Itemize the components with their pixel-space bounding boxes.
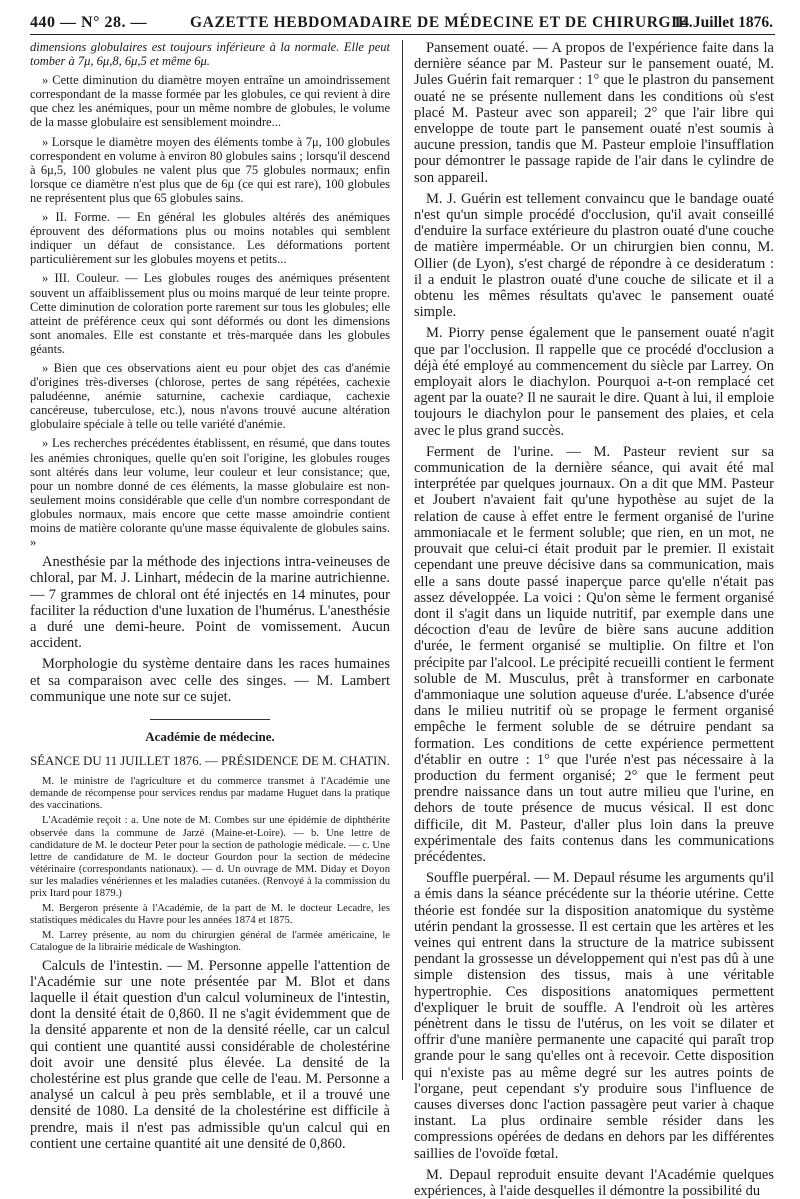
paragraph: M. le ministre de l'agriculture et du commerce transmet à l'Académie une demande de récompense pour services rendus par madame Huguet dans la pratique des vaccinations.: [30, 776, 390, 812]
journal-title: GAZETTE HEBDOMADAIRE DE MÉDECINE ET DE CHIRURGIE.: [190, 14, 694, 31]
paragraph-souffle: Souffle puerpéral. — M. Depaul résume les arguments qu'il a émis dans la séance précédente sur la théorie utérine. Cette théorie est fondée sur la disposition anatomique du système utérin pendant la grossesse. Il est certain que les artères et les veines qui entrent dans la structure de la matrice subissent pendant la grossesse un développement qui n'est pas dû à une simple distension des tissus, mais à une véritable hypertrophie. Ces dispositions anatomiques permettent d'expliquer le bruit de souffle. A l'endroit où les artères pénètrent dans le tissu de l'utérus, on les voit se dilater et offrir d'une manière permanente une capacité qui paraît trop grande pour le sang qu'elles ont à recevoir. Cette disposition qui n'existe pas au même degré sur les autres points de l'organe, peut cependant s'y produire sous l'influence de causes diverses donc l'action passagère peut varier à chaque instant. La plus ordinaire semble résider dans les compressions opérées de dedans en dehors par les différentes saillies de l'ovoïde fœtal.: [414, 870, 774, 1162]
paragraph-morphologie: Morphologie du système dentaire dans les races humaines et sa comparaison avec celle des singes. — M. Lambert communique une note sur ce sujet.: [30, 656, 390, 705]
paragraph: dimensions globulaires est toujours inférieure à la normale. Elle peut tomber à 7μ, 6μ,8, 6μ,5 et même 6μ.: [30, 40, 390, 69]
paragraph-calculs: Calculs de l'intestin. — M. Personne appelle l'attention de l'Académie sur une note présentée par M. Blot et dans laquelle il était question d'un calcul volumineux de l'intestin, dont la densité était de 0,860. Il ne s'agit évidemment que de la densité apparente et non de la densité réelle, car un calcul qui contient une quantité aussi considérable de cholestérine doit avoir une densité plus élevée. La densité de la cholestérine est plus grande que celle de l'eau. M. Personne a analysé un calcul à peu près semblable, et il a trouvé une densité de 1080. La densité de la cholestérine est difficile à prendre, mais il n'est pas admissible qu'un calcul qui en contient une certaine quantité ait une densité de 0,860.: [30, 957, 390, 1152]
paragraph: M. Piorry pense également que le pansement ouaté n'agit que par l'occlusion. Il rappelle que ce procédé d'occlusion a déjà été employé au commencement du siècle par Larrey. On employait alors le diachylon. Pourquoi a-t-on remplacé cet agent par la ouate? Il ne saurait le dire. Quant à lui, il emploie toujours le diachylon pour le pansement des plaies, et cela avec le plus grand succès.: [414, 325, 774, 439]
paragraph: L'Académie reçoit : a. Une note de M. Combes sur une épidémie de diphthérite observée dans la commune de Jarzé (Maine-et-Loire). — b. Une lettre de candidature de M. le docteur Peter pour la section de pathologie médicale. — c. Une lettre de candidature de M. le docteur Gourdon pour la section de médecine vétérinaire (correspondants nationaux). — d. Un ouvrage de MM. Diday et Doyon sur les maladies vénériennes et les maladies cutanées. (Renvoyé à la commission du prix Itard pour 1879.): [30, 815, 390, 900]
page-number: 440 — N° 28. —: [30, 14, 147, 31]
paragraph: » II. Forme. — En général les globules altérés des anémiques éprouvent des déformations plus ou moins notables qui semblent indiquer un défaut de consistance. Les déformations portent particulièrement sur les globules moyens et petits...: [30, 210, 390, 267]
paragraph: M. Bergeron présente à l'Académie, de la part de M. le docteur Lecadre, les statistiques médicales du Havre pour les années 1874 et 1875.: [30, 903, 390, 927]
section-divider: [150, 719, 270, 720]
paragraph: » Bien que ces observations aient eu pour objet des cas d'anémie d'origines très-diverses (chlorose, pertes de sang répétées, cachexie paludéenne, anémie saturnine, cachexie cardiaque, cachexie cancéreuse, tuberculose, etc.), nous n'avons trouvé aucune altération globulaire spéciale à telle ou telle variété d'anémie.: [30, 360, 390, 432]
paragraph: » Les recherches précédentes établissent, en résumé, que dans toutes les anémies chroniques, quelle qu'en soit l'origine, les globules rouges sont altérés dans leur volume, leur couleur et leur consistance; que, pour un nombre donné de ces éléments, la masse globulaire est non-seulement moins considérable que celle d'un nombre correspondant de globules normaux, mais encore que cette masse amoindrie contient moins de matière colorante qu'une masse équivalente de globules sains. »: [30, 436, 390, 550]
page-header: [30, 8, 775, 35]
right-column: [414, 40, 774, 1199]
paragraph: » Lorsque le diamètre moyen des éléments tombe à 7μ, 100 globules correspondent en volume à environ 80 globules sains ; lorsqu'il descend à 6μ,5, 100 globules ne valent plus que 75 globules normaux; enfin lorsque ce diamètre n'est plus que de 6μ (ce qui est rare), 100 globules ne représentent plus que 65 globules sains.: [30, 134, 390, 205]
correspondence-block: [30, 776, 390, 954]
paragraph: M. J. Guérin est tellement convaincu que le bandage ouaté n'est qu'un simple procédé d'occlusion, qu'il avait conseillé d'enduire la surface extérieure du plastron ouaté d'une couche de matière imperméable. Or un chirurgien bien connu, M. Ollier (de Lyon), s'est chargé de répondre à ce desideratum : il a enduit le plastron ouaté d'une couche de silicate et il a obtenu les mêmes résultats qu'avec le pansement ouaté simple.: [414, 190, 774, 321]
issue-date: 14 Juillet 1876.: [673, 14, 773, 31]
left-column: [30, 40, 390, 1152]
session-heading: SÉANCE DU 11 JUILLET 1876. — PRÉSIDENCE DE M. CHATIN.: [30, 754, 390, 769]
section-title: Académie de médecine.: [145, 729, 275, 745]
paragraph: M. Depaul reproduit ensuite devant l'Académie quelques expériences, à l'aide desquelles il démontre la possibilité du: [414, 1166, 774, 1199]
paragraph-ferment: Ferment de l'urine. — M. Pasteur revient sur sa communication de la dernière séance, qui avait été mal interprétée par quelques journaux. On a dit que MM. Pasteur et Joubert n'avaient fait qu'une hypothèse au sujet de la relation de cause à effet entre le ferment organisé de l'urine ammoniacale et le ferment soluble; que rien, en un mot, ne prouvait que celui-ci était produit par le premier. Il existait cependant une preuve décisive dans sa communication, mais elle a sans doute passé inaperçue parce qu'elle n'était pas assez développée. La voici : Qu'on sème le ferment organisé dont il s'agit dans un liquide nutritif, par exemple dans une décoction d'eau de levûre de bière sans aucune addition d'urée, le ferment organisé se multiplie. On filtre et l'on précipite par l'alcool. Le précipité recueilli contient le ferment soluble de M. Musculus, prêt à transformer en carbonate d'ammoniaque une solution aqueuse d'urée. L'absence d'urée dans le milieu nutritif où se propage le ferment organisé empêche le ferment soluble de se détruire pendant sa formation. Les conditions de cette expérience permettent d'établir en outre : 1° que l'urée n'est pas nécessaire à la production du ferment organisé; 2° que le ferment peut prendre naissance dans un tout autre milieu que l'urine, en dehors de toute présence de mucus vésical. Il est donc difficile, dit M. Pasteur, d'aller plus loin dans la preuve expérimentale des faits contenus dans les communications précédentes.: [414, 443, 774, 865]
paragraph: M. Larrey présente, au nom du chirurgien général de l'armée américaine, le Catalogue de la librairie médicale de Washington.: [30, 930, 390, 954]
paragraph: » Cette diminution du diamètre moyen entraîne un amoindrissement correspondant de la masse formée par les globules, ce qui revient à dire que chez les anémiques, pour un même nombre de globules, le volume de la masse globulaire est sensiblement moindre...: [30, 73, 390, 130]
paragraph-anesthesie: Anesthésie par la méthode des injections intra-veineuses de chloral, par M. J. Linhart, médecin de la marine autrichienne. — 7 grammes de chloral ont été injectés en 14 minutes, pour faciliter la réduction d'une luxation de l'humérus. L'anesthésie a duré une demi-heure. Point de vomissement. Aucun accident.: [30, 554, 390, 652]
paragraph-pansement: Pansement ouaté. — A propos de l'expérience faite dans la dernière séance par M. Pasteur sur le pansement ouaté, M. Jules Guérin fait remarquer : 1° que le plastron du pansement ouaté ne se présente nullement dans les conditions où s'est placé M. Pasteur avec son appareil; 2° que l'air libre qui enveloppe de toute part le pansement ouaté n'est soumis à aucune pression, tandis que M. Pasteur emploie l'insufflation pour démontrer le passage rapide de l'air dans le cylindre de son appareil.: [414, 40, 774, 186]
column-divider: [402, 40, 403, 1080]
paragraph: » III. Couleur. — Les globules rouges des anémiques présentent souvent un affaiblissement plus ou moins marqué de leur teinte propre. Cette diminution de coloration porte rarement sur tous les globules; elle atteint de préférence ceux qui sont déformés ou dont les dimensions sont anomales. Elle est constante et très-marquée dans les globules géants.: [30, 271, 390, 356]
